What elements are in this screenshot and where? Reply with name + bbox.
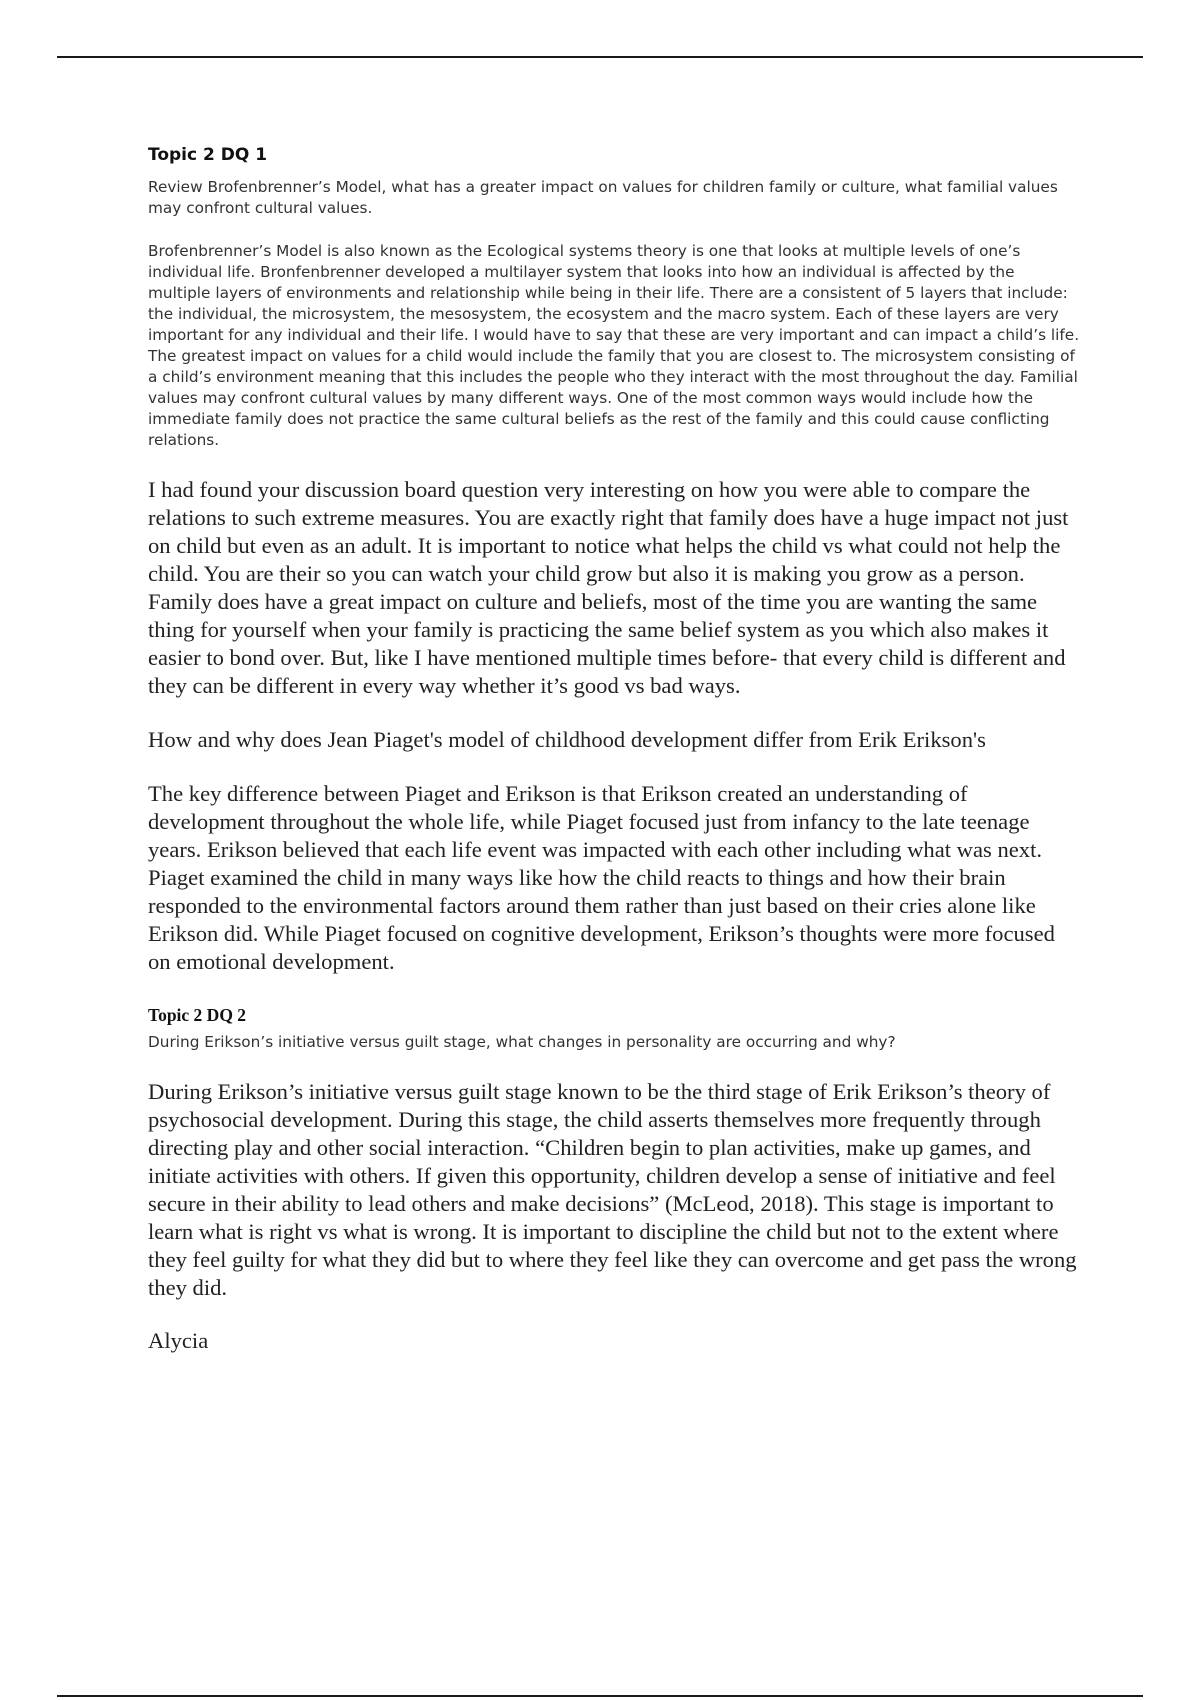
signature: Alycia (148, 1328, 209, 1353)
topic1-question2: How and why does Jean Piaget's model of childhood development differ from Erik Erikson's (148, 727, 986, 752)
topic1-answer: Brofenbrenner’s Model is also known as the Ecological systems theory is one that looks at multiple levels of one’s individual life. Bronfenbrenner developed a multilayer system that looks into how an individual is affected by the multiple layers of environments and relationship while being in their life. There are a consistent of 5 layers that include: the individual, the microsystem, the mesosystem, the ecosystem and the macro system. Each of these layers are very important for any individual and their life. I would have to say that these are very important and can impact a child’s life. The greatest impact on values for a child would include the family that you are closest to. The microsystem consisting of a child’s environment meaning that this includes the people who they interact with the most throughout the day. Familial values may confront cultural values by many different ways. One of the most common ways would include how the immediate family does not practice the same cultural beliefs as the rest of the family and this could cause conflicting relations. (148, 242, 1080, 449)
top-rule (57, 56, 1143, 58)
topic2-answer: During Erikson’s initiative versus guilt stage known to be the third stage of Erik Erikson’s theory of psychosocial development. During this stage, the child asserts themselves more frequently through directing play and other social interaction. “Children begin to plan activities, make up games, and initiate activities with others. If given this opportunity, children develop a sense of initiative and feel secure in their ability to lead others and make decisions” (McLeod, 2018). This stage is important to learn what is right vs what is wrong. It is important to discipline the child but not to the extent where they feel guilty for what they did but to where they feel like they can overcome and get pass the wrong they did. (148, 1079, 1077, 1300)
topic1-question: Review Brofenbrenner’s Model, what has a greater impact on values for children family or culture, what familial values may confront cultural values. (148, 178, 1058, 217)
topic2-heading: Topic 2 DQ 2 (148, 1005, 247, 1025)
bottom-rule (57, 1695, 1143, 1697)
document-body (148, 143, 1080, 1355)
topic2-question: During Erikson’s initiative versus guilt stage, what changes in personality are occurring and why? (148, 1033, 896, 1051)
topic1-heading: Topic 2 DQ 1 (148, 145, 268, 165)
topic1-answer2: The key difference between Piaget and Erikson is that Erikson created an understanding of development throughout the whole life, while Piaget focused just from infancy to the late teenage years. Erikson believed that each life event was impacted with each other including what was next. Piaget examined the child in many ways like how the child reacts to things and how their brain responded to the environmental factors around them rather than just based on their cries alone like Erikson did. While Piaget focused on cognitive development, Erikson’s thoughts were more focused on emotional development. (148, 781, 1055, 974)
topic1-reply: I had found your discussion board question very interesting on how you were able to compare the relations to such extreme measures. You are exactly right that family does have a huge impact not just on child but even as an adult. It is important to notice what helps the child vs what could not help the child. You are their so you can watch your child grow but also it is making you grow as a person. Family does have a great impact on culture and beliefs, most of the time you are wanting the same thing for yourself when your family is practicing the same belief system as you which also makes it easier to bond over. But, like I have mentioned multiple times before- that every child is different and they can be different in every way whether it’s good vs bad ways. (148, 477, 1069, 698)
